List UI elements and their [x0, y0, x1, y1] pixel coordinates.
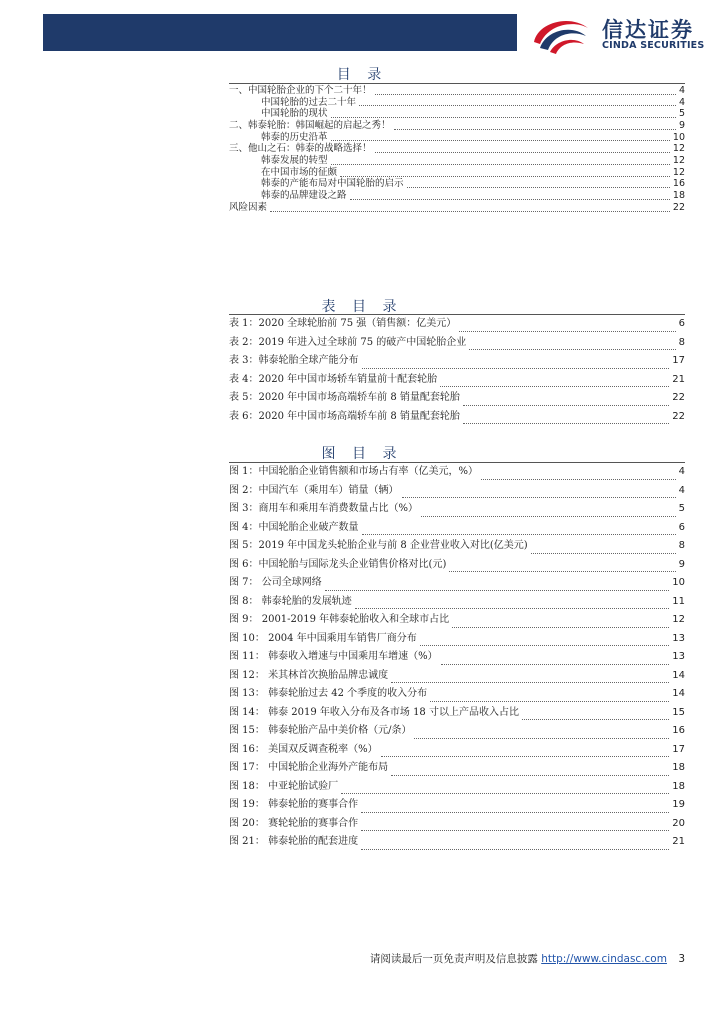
toc-entry-label: 在中国市场的征颇 — [261, 166, 338, 178]
figure-entry-page: 17 — [672, 743, 685, 755]
figure-entry[interactable] — [229, 556, 685, 575]
toc-entry[interactable] — [229, 132, 685, 144]
dot-leader — [270, 211, 670, 212]
figure-entry-page: 4 — [678, 484, 685, 496]
dot-leader — [402, 497, 676, 498]
dot-leader — [463, 423, 669, 424]
figure-entry[interactable] — [229, 537, 685, 556]
figure-entry-page: 13 — [672, 632, 685, 644]
figure-entry-page: 13 — [672, 651, 685, 662]
figure-entry-page: 18 — [672, 762, 685, 773]
dot-leader — [362, 368, 670, 369]
dot-leader — [440, 386, 669, 387]
figure-entry-label: 图 14： 韩泰 2019 年收入分布及各市场 18 寸以上产品收入占比 — [229, 706, 519, 718]
dot-leader — [361, 830, 669, 831]
header-band — [43, 14, 517, 51]
figure-entry-label: 图 20： 赛轮轮胎的赛事合作 — [229, 817, 359, 829]
figure-entry-label: 图 8： 韩泰轮胎的发展轨迹 — [229, 595, 352, 607]
dot-leader — [381, 756, 670, 757]
figure-entry-label: 图 6：中国轮胎与国际龙头企业销售价格对比(元) — [229, 558, 447, 570]
dot-leader — [341, 793, 669, 794]
figure-entry[interactable] — [229, 741, 685, 760]
figure-list — [229, 463, 685, 852]
toc-entry[interactable] — [229, 108, 685, 120]
toc-entry-label: 韩泰的品牌建设之路 — [261, 190, 347, 202]
figure-entry[interactable] — [229, 722, 685, 741]
dot-leader — [414, 738, 669, 739]
dot-leader — [340, 176, 670, 177]
toc-title: 目 录 — [336, 67, 388, 83]
toc-entry-page: 12 — [672, 155, 685, 167]
table-entry[interactable] — [229, 389, 685, 408]
dot-leader — [361, 812, 669, 813]
figure-entry-page: 14 — [672, 669, 685, 681]
toc-entry-label: 一、中国轮胎企业的下个二十年！ — [229, 84, 372, 96]
toc-entry[interactable] — [229, 97, 685, 109]
figure-entry-label: 图 13： 韩泰轮胎过去 42 个季度的收入分布 — [229, 688, 428, 699]
dot-leader — [531, 553, 676, 554]
table-entry-page: 22 — [672, 392, 685, 403]
company-logo — [530, 12, 710, 56]
dot-leader — [452, 627, 669, 628]
toc-entry-label: 风险因素 — [229, 201, 268, 213]
figure-entry[interactable] — [229, 667, 685, 686]
toc-entry[interactable] — [229, 190, 685, 202]
table-list — [229, 315, 685, 426]
dot-leader — [522, 719, 669, 720]
figure-entry[interactable] — [229, 593, 685, 612]
figure-list-title: 图 目 录 — [321, 446, 403, 462]
table-entry-page: 22 — [672, 410, 685, 422]
figure-entry-label: 图 19： 韩泰轮胎的赛事合作 — [229, 799, 359, 810]
figure-entry[interactable] — [229, 500, 685, 519]
table-entry-label: 表 5：2020 年中国市场高端轿车前 8 销量配套轮胎 — [229, 392, 460, 403]
dot-leader — [361, 849, 669, 850]
toc-list — [229, 85, 685, 214]
figure-entry-page: 14 — [672, 688, 685, 699]
toc-entry[interactable] — [229, 202, 685, 214]
figure-entry-page: 20 — [672, 817, 685, 829]
figure-entry-page: 10 — [672, 577, 685, 588]
toc-entry[interactable] — [229, 85, 685, 97]
figure-entry-label: 图 9： 2001-2019 年韩泰轮胎收入和全球市占比 — [229, 614, 450, 625]
dot-leader — [463, 405, 669, 406]
dot-leader — [430, 701, 669, 702]
toc-entry-page: 18 — [672, 190, 685, 202]
figure-entry[interactable] — [229, 704, 685, 723]
dot-leader — [391, 775, 669, 776]
figure-entry[interactable] — [229, 648, 685, 667]
figure-entry[interactable] — [229, 759, 685, 778]
figure-entry-page: 16 — [672, 725, 685, 736]
dot-leader — [362, 534, 676, 535]
dot-leader — [375, 152, 670, 153]
figure-entry-label: 图 17： 中国轮胎企业海外产能布局 — [229, 762, 389, 773]
figure-entry[interactable] — [229, 815, 685, 834]
figure-entry-page: 12 — [672, 614, 685, 625]
toc-top-rule — [229, 83, 685, 84]
figure-entry-label: 图 18： 中亚轮胎试验厂 — [229, 780, 339, 792]
figure-entry[interactable] — [229, 574, 685, 593]
toc-entry-label: 韩泰发展的转型 — [261, 155, 328, 167]
dot-leader — [481, 479, 676, 480]
table-entry[interactable] — [229, 334, 685, 353]
figure-entry-label: 图 1：中国轮胎企业销售额和市场占有率（亿美元，%） — [229, 466, 479, 477]
figure-entry-label: 图 15： 韩泰轮胎产品中美价格（元/条） — [229, 725, 412, 736]
footer-disclaimer: 请阅读最后一页免责声明及信息披露 — [369, 953, 538, 965]
figure-entry-label: 图 21： 韩泰轮胎的配套进度 — [229, 836, 359, 847]
toc-entry-label: 韩泰的产能布局对中国轮胎的启示 — [261, 178, 404, 190]
table-entry-page: 21 — [672, 373, 685, 385]
figure-entry-label: 图 11： 韩泰收入增速与中国乘用车增速（%） — [229, 651, 438, 662]
figure-entry[interactable] — [229, 778, 685, 797]
table-entry[interactable] — [229, 371, 685, 390]
figure-entry[interactable] — [229, 630, 685, 649]
toc-entry-label: 中国轮胎的过去二十年 — [261, 96, 357, 108]
toc-entry[interactable] — [229, 167, 685, 179]
toc-entry[interactable] — [229, 120, 685, 132]
table-entry-page: 17 — [672, 355, 685, 366]
page-footer — [300, 951, 685, 966]
toc-entry-page: 9 — [678, 120, 685, 132]
figure-entry-label: 图 7： 公司全球网络 — [229, 577, 322, 588]
table-entry-label: 表 6：2020 年中国市场高端轿车前 8 销量配套轮胎 — [229, 410, 460, 422]
logo-english-name: CINDA SECURITIES — [602, 40, 705, 51]
toc-entry-page: 16 — [672, 178, 685, 190]
table-entry-page: 6 — [678, 318, 685, 329]
dot-leader — [375, 94, 676, 95]
figure-entry[interactable] — [229, 685, 685, 704]
dot-leader — [331, 164, 670, 165]
dot-leader — [441, 664, 670, 665]
figure-entry-page: 6 — [678, 521, 685, 533]
toc-entry[interactable] — [229, 143, 685, 155]
toc-entry-page: 4 — [678, 96, 685, 108]
figure-entry-label: 图 16： 美国双反调查税率（%） — [229, 743, 378, 755]
table-entry-label: 表 2：2019 年进入过全球前 75 的破产中国轮胎企业 — [229, 336, 467, 348]
table-entry[interactable] — [229, 408, 685, 427]
toc-entry[interactable] — [229, 155, 685, 167]
figure-entry-label: 图 10： 2004 年中国乘用车销售厂商分布 — [229, 632, 417, 644]
figure-entry-label: 图 4：中国轮胎企业破产数量 — [229, 521, 359, 533]
toc-entry-page: 12 — [672, 143, 685, 155]
toc-entry-label: 韩泰的历史沿革 — [261, 131, 328, 143]
dot-leader — [391, 682, 669, 683]
toc-entry-page: 22 — [672, 201, 685, 213]
footer-url-link[interactable]: http://www.cindasc.com — [541, 953, 667, 965]
figure-entry-label: 图 3：商用车和乘用车消费数量占比（%） — [229, 503, 419, 514]
figure-entry[interactable] — [229, 796, 685, 815]
figure-entry-label: 图 2：中国汽车（乘用车）销量（辆） — [229, 484, 399, 496]
dot-leader — [331, 140, 670, 141]
figure-entry[interactable] — [229, 482, 685, 501]
figure-entry-page: 8 — [678, 540, 685, 551]
figure-entry-page: 21 — [672, 836, 685, 847]
dot-leader — [355, 608, 670, 609]
logo-chinese-name: 信达证券 — [602, 18, 694, 42]
dot-leader — [449, 571, 675, 572]
table-entry-label: 表 1：2020 全球轮胎前 75 强（销售额：亿美元） — [229, 318, 457, 329]
figure-entry[interactable] — [229, 463, 685, 482]
toc-entry-page: 4 — [678, 84, 685, 96]
figure-entry-page: 19 — [672, 799, 685, 810]
figure-entry-page: 18 — [672, 780, 685, 792]
dot-leader — [325, 590, 670, 591]
cinda-logo-icon — [530, 12, 592, 56]
dot-leader — [459, 331, 675, 332]
toc-entry-label: 二、韩泰轮胎：韩国崛起的启起之秀！ — [229, 120, 391, 132]
figure-entry[interactable] — [229, 611, 685, 630]
dot-leader — [421, 516, 676, 517]
table-entry[interactable] — [229, 315, 685, 334]
table-entry-page: 8 — [678, 336, 685, 348]
dot-leader — [359, 105, 676, 106]
figure-entry-page: 5 — [678, 503, 685, 514]
toc-entry-page: 10 — [672, 131, 685, 143]
toc-entry[interactable] — [229, 179, 685, 191]
toc-entry-label: 三、他山之石：韩泰的战略选择！ — [229, 143, 372, 155]
figure-entry-label: 图 5：2019 年中国龙头轮胎企业与前 8 企业营业收入对比(亿美元) — [229, 540, 528, 551]
toc-entry-label: 中国轮胎的现状 — [261, 108, 328, 120]
figure-entry-label: 图 12： 米其林首次换胎品牌忠诚度 — [229, 669, 389, 681]
dot-leader — [469, 349, 675, 350]
page-number: 3 — [678, 953, 685, 965]
figure-entry-page: 11 — [672, 595, 685, 607]
figure-entry-page: 4 — [678, 466, 685, 477]
figure-entry[interactable] — [229, 519, 685, 538]
table-list-title: 表 目 录 — [321, 299, 403, 315]
table-entry-label: 表 3：韩泰轮胎全球产能分布 — [229, 355, 359, 366]
table-entry-label: 表 4：2020 年中国市场轿车销量前十配套轮胎 — [229, 373, 438, 385]
dot-leader — [407, 187, 670, 188]
figure-entry-page: 15 — [672, 706, 685, 718]
table-entry[interactable] — [229, 352, 685, 371]
dot-leader — [350, 199, 670, 200]
dot-leader — [394, 129, 676, 130]
toc-entry-page: 12 — [672, 166, 685, 178]
dot-leader — [420, 645, 670, 646]
toc-entry-page: 5 — [678, 108, 685, 120]
dot-leader — [331, 117, 676, 118]
figure-entry-page: 9 — [678, 558, 685, 570]
figure-entry[interactable] — [229, 833, 685, 852]
